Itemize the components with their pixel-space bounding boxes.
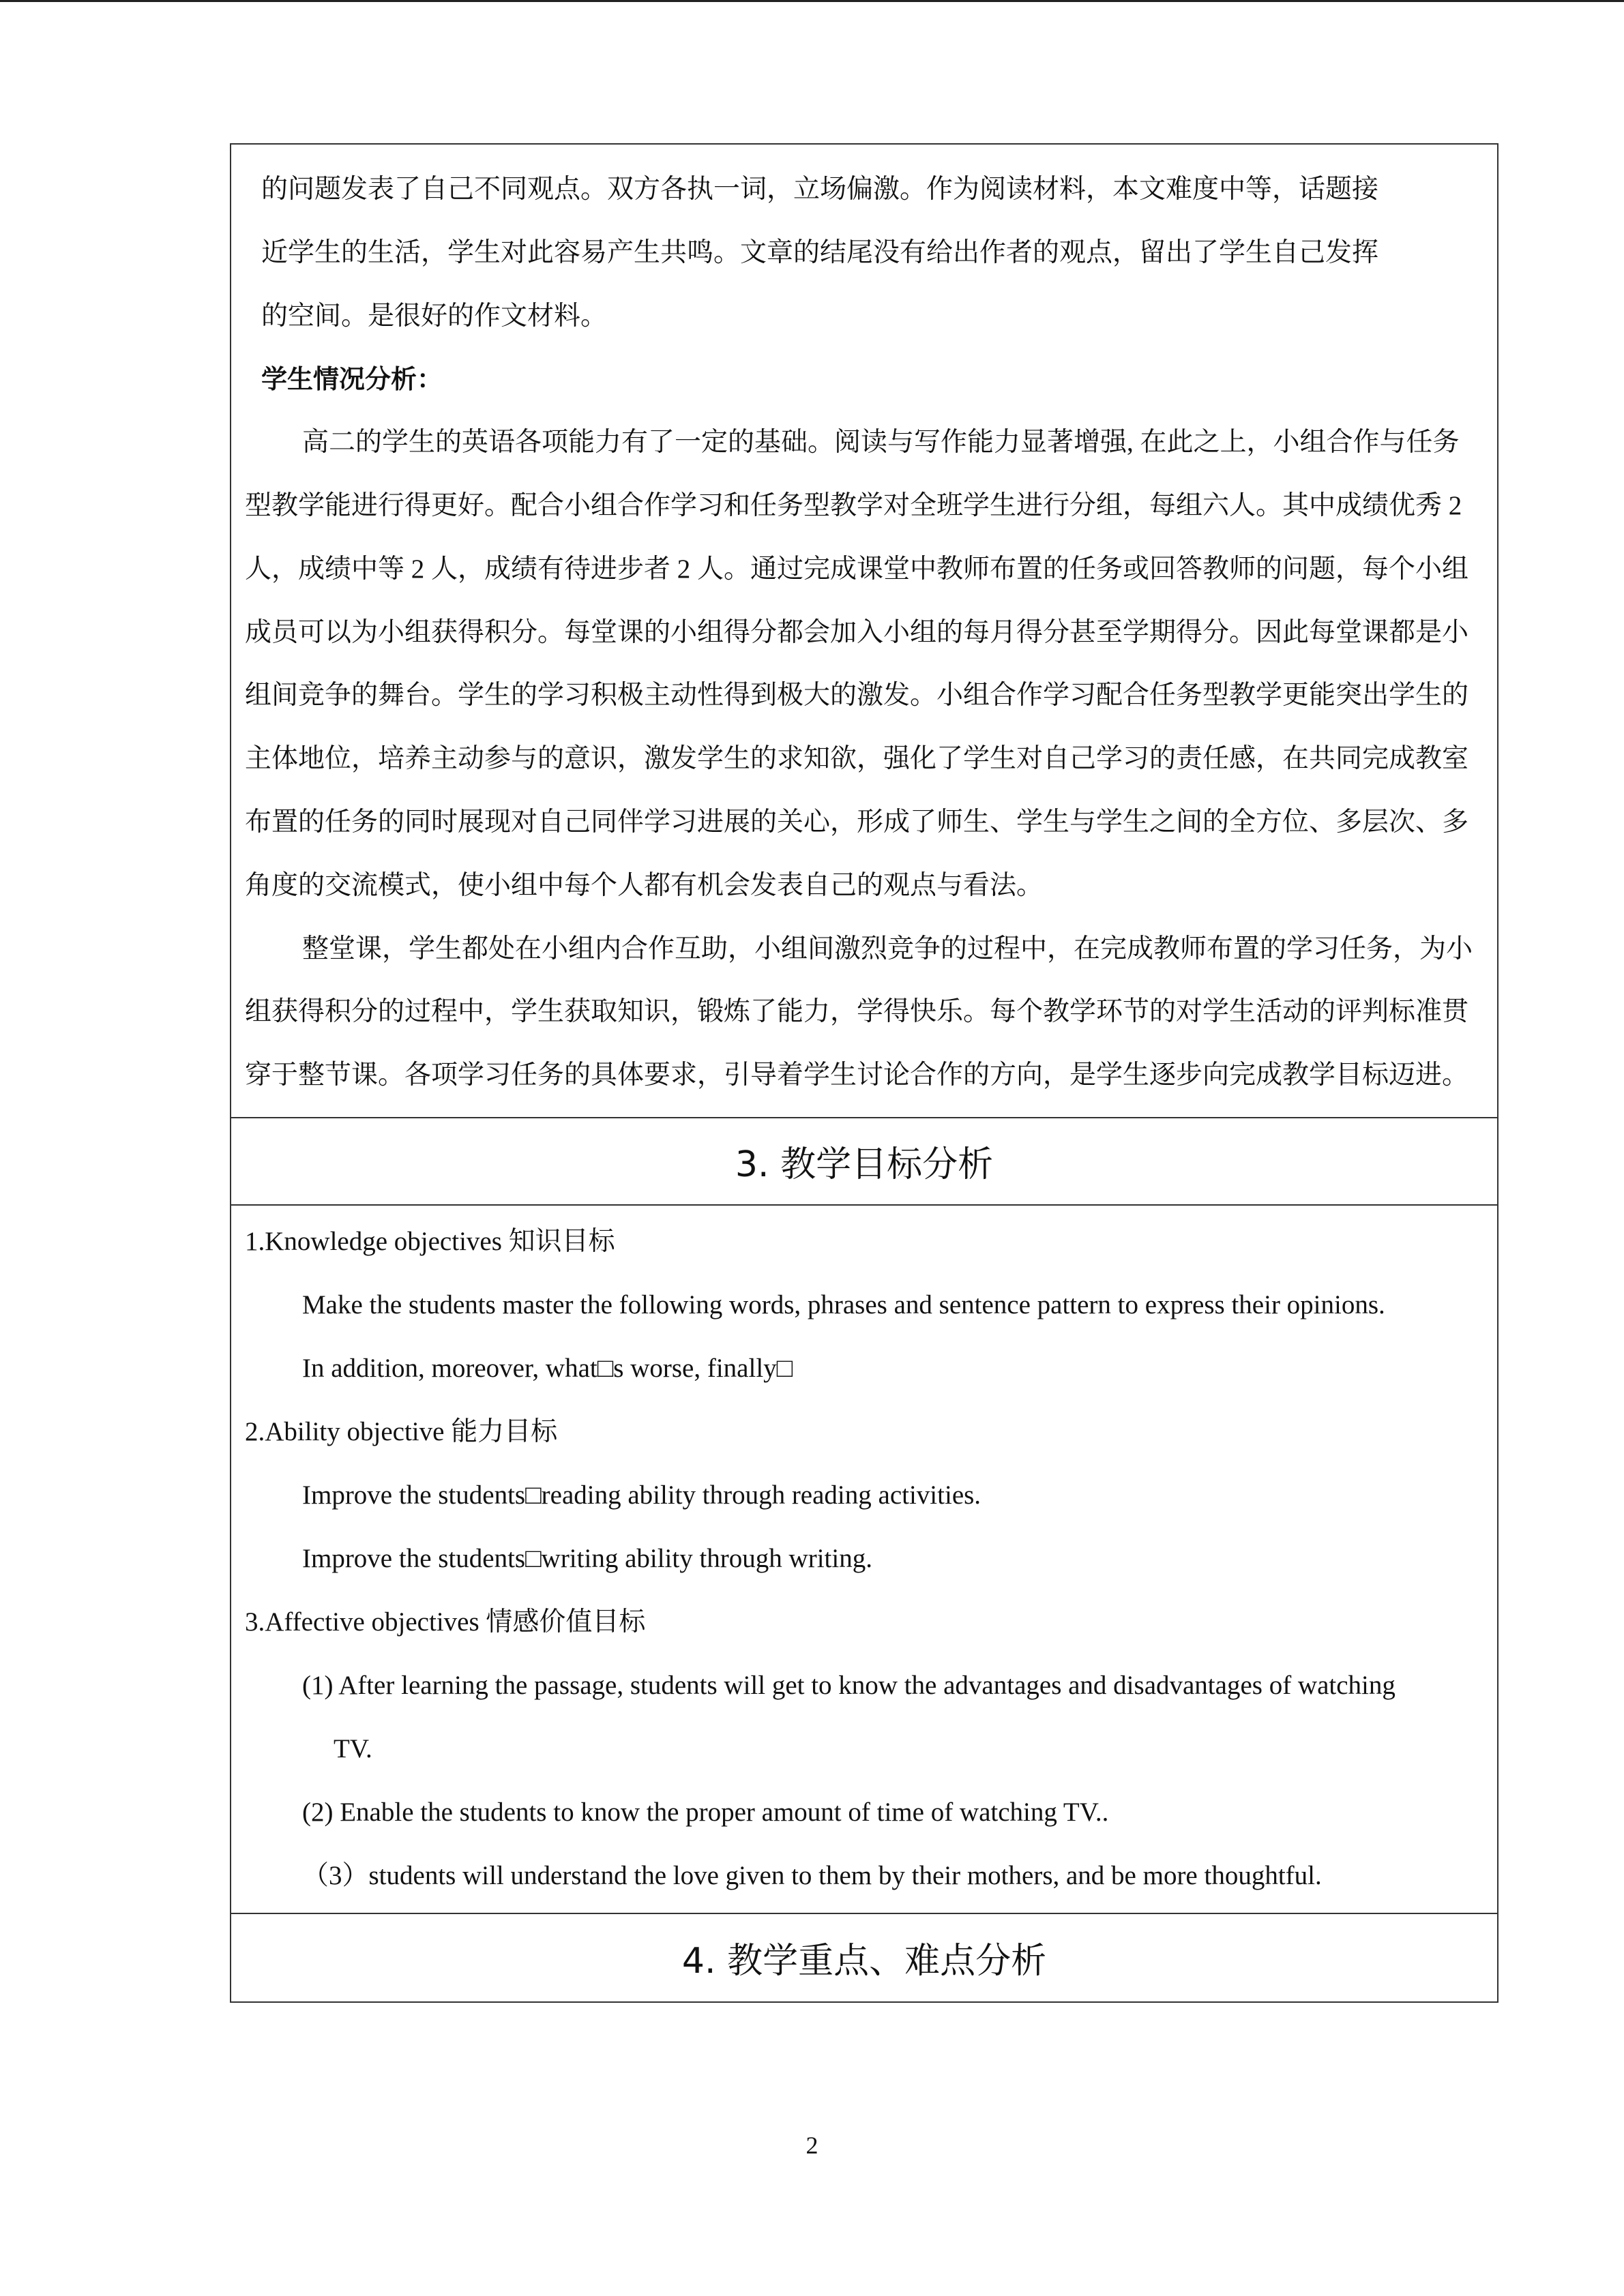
student-analysis-paragraph-2: 整堂课，学生都处在小组内合作互助，小组间激烈竞争的过程中，在完成教师布置的学习任务，为小组获得积分的过程中，学生获取知识，锻炼了能力，学得快乐。每个教学环节的对学生活动的评判标准贯穿于整节课。各项学习任务的具体要求，引导着学生讨论合作的方向，是学生逐步向完成教学目标迈进。 [245,934,1473,1090]
student-analysis-paragraph-1: 高二的学生的英语各项能力有了一定的基础。阅读与写作能力显著增强, 在此之上，小组合作与任务型教学能进行得更好。配合小组合作学习和任务型教学对全班学生进行分组，每组六人。其中成绩优秀 2 人，成绩中等 2 人，成绩有待进步者 2 人。通过完成课堂中教师布置的任务或回答教师的问题，每个小组成员可以为小组获得积分。每堂课的小组得分都会加入小组的每月得分甚至学期得分。因此每堂课都是小组间竞争的舞台。学生的学习积极主动性得到极大的激发。小组合作学习配合任务型教学更能突出学生的主体地位，培养主动参与的意识，激发学生的求知欲，强化了学生对自己学习的责任感，在共同完成教室布置的任务的同时展现对自己同伴学习进展的关心，形成了师生、学生与学生之间的全方位、多层次、多角度的交流模式，使小组中每个人都有机会发表自己的观点与看法。 [245,428,1469,900]
intro-line-1: 的问题发表了自己不同观点。双方各执一词，立场偏激。作为阅读材料，本文难度中等，话题接 [261,175,1379,204]
ability-objective-heading: 2.Ability objective 能力目标 [245,1416,558,1446]
affective-objective-2: (2) Enable the students to know the proper amount of time of watching TV.. [302,1797,1109,1827]
lesson-plan-table [230,143,1498,2003]
page-number: 2 [806,2132,818,2159]
intro-line-3: 的空间。是很好的作文材料。 [261,301,608,331]
knowledge-objectives-heading: 1.Knowledge objectives 知识目标 [245,1226,615,1256]
section-3-header [231,1118,1497,1206]
objectives-cell [231,1206,1497,1914]
student-analysis-heading: 学生情况分析： [261,364,443,395]
affective-objective-1: (1) After learning the passage, students will get to know the advantages and disadvantages of watching [302,1670,1396,1700]
section-3-title: 3. 教学目标分析 [735,1144,994,1186]
knowledge-objectives-line-2: In addition, moreover, what□s worse, finally□ [302,1353,793,1383]
knowledge-objectives-line-1: Make the students master the following words, phrases and sentence pattern to express their opinions. [302,1289,1385,1320]
affective-objectives-heading: 3.Affective objectives 情感价值目标 [245,1607,646,1637]
intro-line-2: 近学生的生活，学生对此容易产生共鸣。文章的结尾没有给出作者的观点，留出了学生自己发挥 [261,237,1379,267]
affective-objective-3: （3）students will understand the love given to them by their mothers, and be more thoughtful. [302,1860,1322,1890]
ability-objective-line-1: Improve the students□reading ability through reading activities. [302,1480,981,1510]
affective-objective-1-continued: TV. [334,1733,372,1763]
analysis-cell [231,145,1497,1118]
ability-objective-line-2: Improve the students□writing ability through writing. [302,1543,872,1573]
top-border-line [0,0,1624,2]
section-4-title: 4. 教学重点、难点分析 [681,1941,1047,1982]
section-4-header [231,1914,1497,2001]
